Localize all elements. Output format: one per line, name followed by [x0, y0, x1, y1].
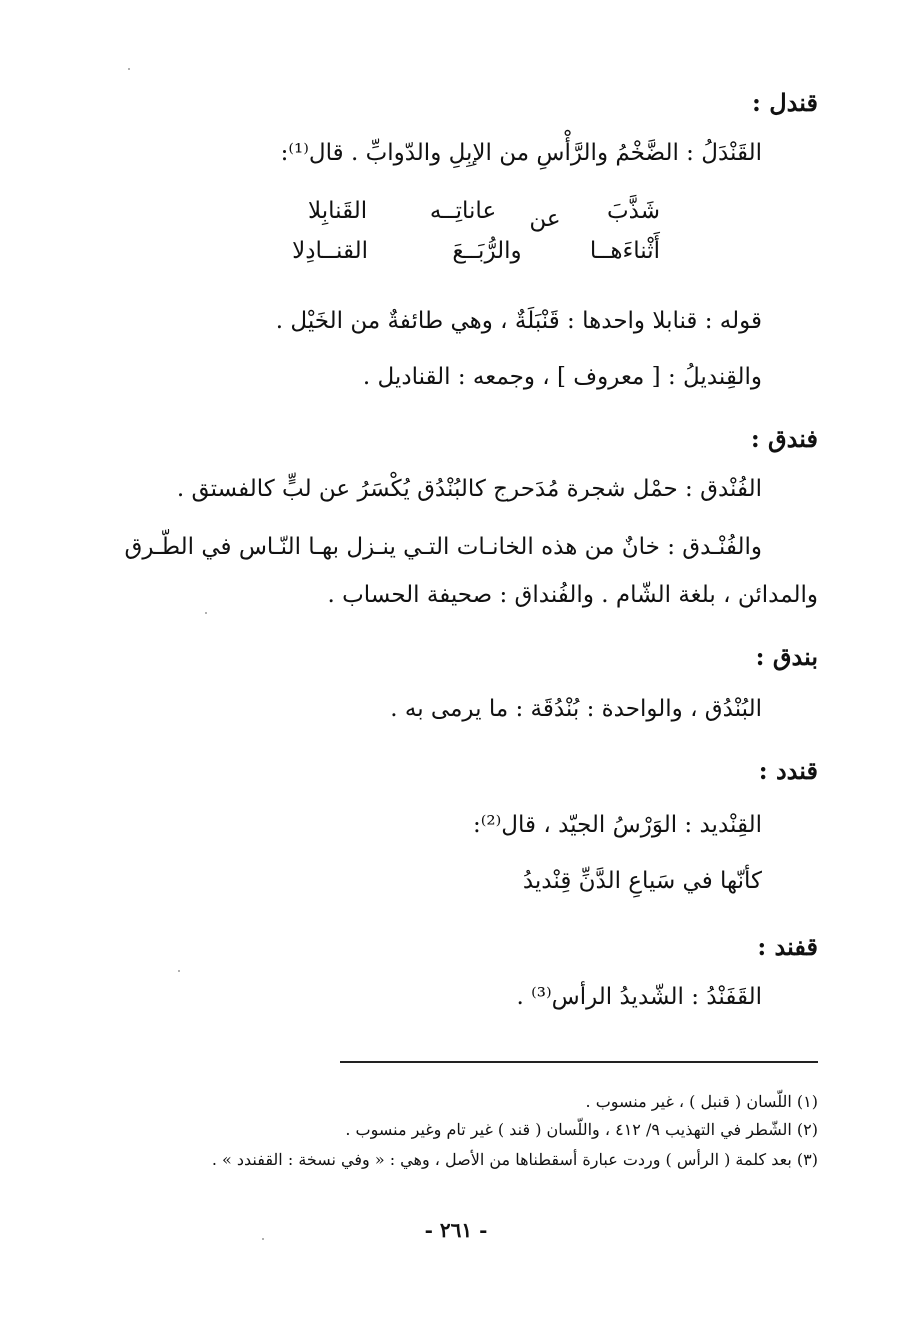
footnote: (٣) بعد كلمة ( الرأس ) وردت عبارة أسقطناها من الأصل ، وهي : « وفي نسخة : القفندد » .	[211, 1150, 818, 1169]
scan-speck	[128, 68, 130, 70]
footnote-divider	[340, 1061, 818, 1063]
footnote: (١) اللّسان ( قنبل ) ، غير منسوب .	[585, 1092, 818, 1111]
page-number: - ٢٦١ -	[424, 1218, 488, 1242]
verse-word: عن	[529, 206, 561, 232]
verse-word: والرُّبَــعَ	[452, 238, 522, 264]
entry-heading-qandad: قندد :	[758, 756, 818, 785]
entry-heading-funduq: فندق :	[750, 424, 818, 453]
verse-word: القنــادِلا	[292, 238, 368, 264]
scan-speck	[178, 970, 180, 972]
entry-heading-qandal: قندل :	[752, 88, 818, 117]
verse-word: القَنابِلا	[308, 198, 368, 224]
definition-line: والفُنْـدق : خانٌ من هذه الخانـات التـي ينـزل بهـا النّـاس في الطّـرق	[124, 534, 762, 560]
definition-line: والقِنديلُ : [ معروف ] ، وجمعه : القناديل .	[362, 364, 762, 390]
definition-line: القَفَنْدُ : الشّديدُ الرأس⁽³⁾ .	[516, 984, 762, 1010]
verse-line: كأنّها في سَياعِ الدَّنِّ قِنْديدُ	[522, 868, 762, 894]
verse-word: عاناتِــه	[429, 198, 497, 224]
definition-line: البُنْدُق ، والواحدة : بُنْدُقَة : ما يرمى به .	[390, 696, 762, 722]
scan-speck	[205, 612, 207, 614]
definition-line: القِنْديد : الوَرْسُ الجيّد ، قال⁽²⁾:	[473, 812, 762, 838]
footnote: (٢) الشّطر في التهذيب ٩/ ٤١٢ ، واللّسان ( قند ) غير تام وغير منسوب .	[345, 1120, 818, 1139]
scan-speck	[262, 1238, 264, 1240]
definition-line: القَنْدَلُ : الضَّخْمُ والرَّأْسِ من الإبِلِ والدّوابِّ . قال⁽¹⁾:	[280, 140, 762, 166]
entry-heading-bunduq: بندق :	[755, 642, 818, 671]
entry-heading-qafand: قفند :	[757, 932, 818, 961]
verse-word: شَذَّبَ	[607, 198, 660, 224]
definition-line: قوله : قنابلا واحدها : قَنْبَلَةٌ ، وهي طائفةٌ من الخَيْل .	[275, 308, 762, 334]
definition-line: الفُنْدق : حمْل شجرة مُدَحرج كالبُنْدُق يُكْسَرُ عن لبٍّ كالفستق .	[176, 476, 762, 502]
verse-word: أَثْناءَهــا	[589, 238, 660, 264]
definition-line: والمدائن ، بلغة الشّام . والفُنداق : صحيفة الحساب .	[327, 582, 818, 608]
